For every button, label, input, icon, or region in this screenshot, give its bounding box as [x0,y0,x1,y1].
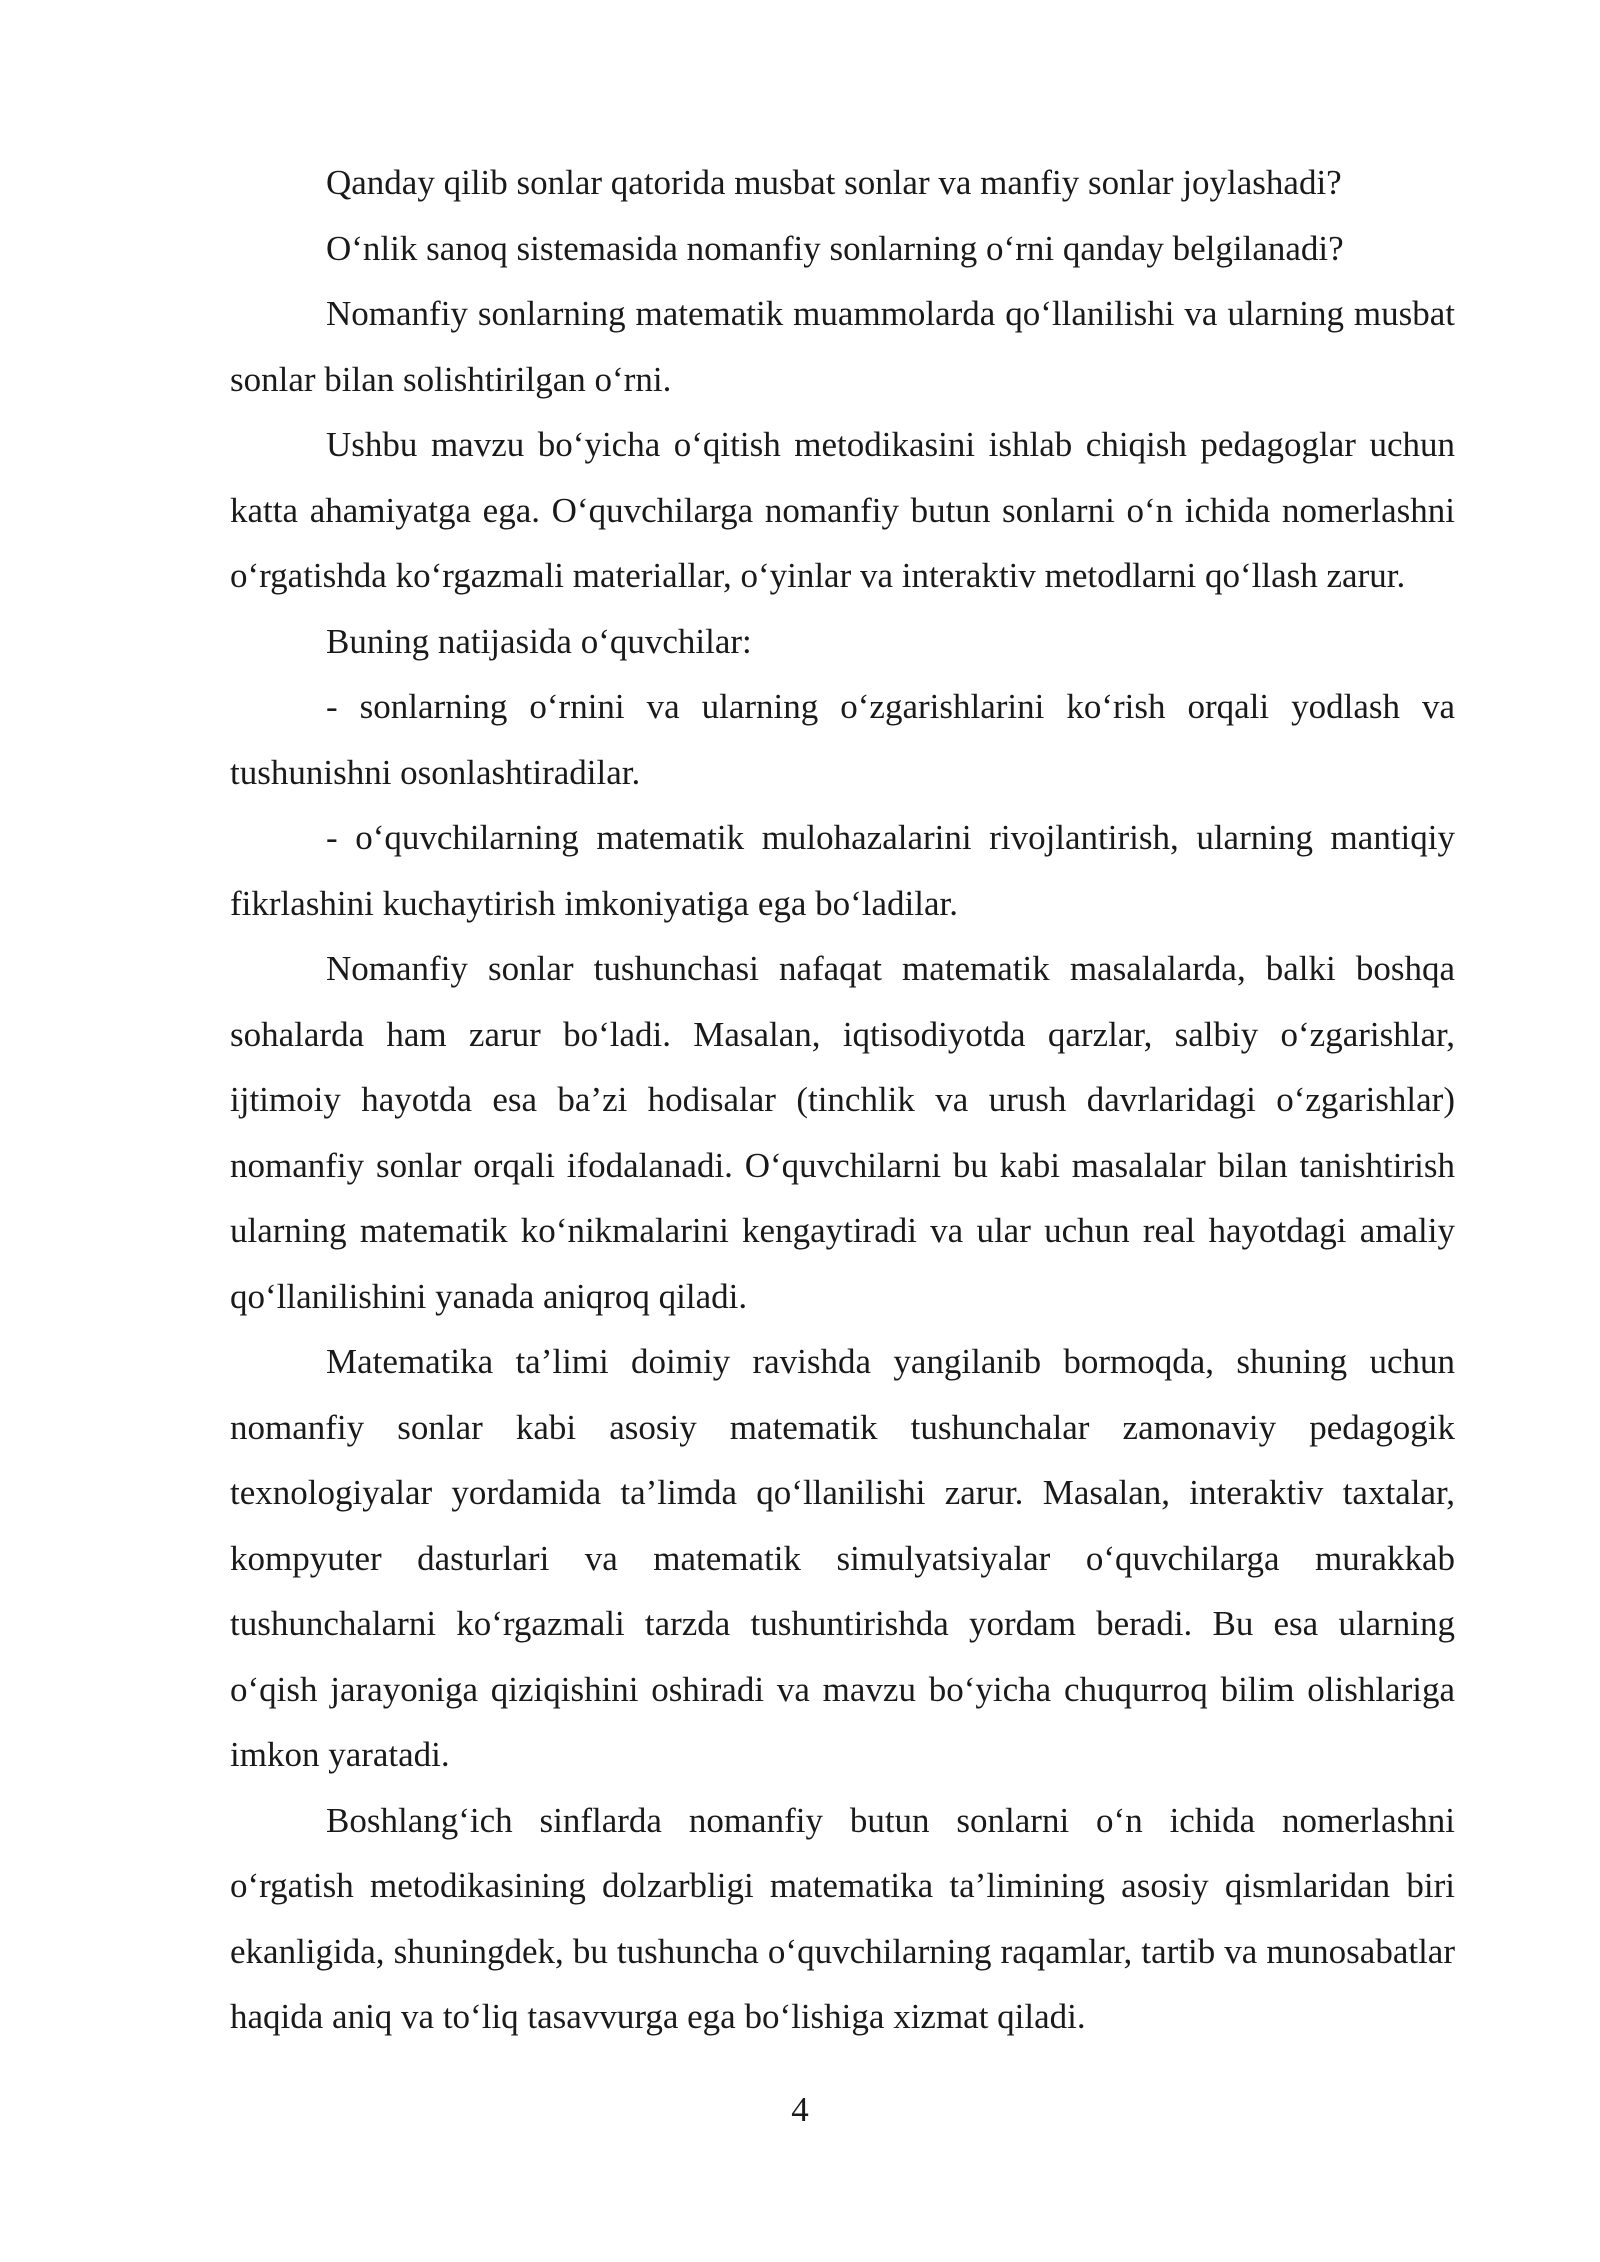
document-page-body [230,150,1455,2050]
page-number: 4 [791,2090,809,2129]
paragraph-nonnegative-application: Nomanfiy sonlarning matematik muammolarda qo‘llanilishi va ularning musbat sonlar bilan solishtirilgan o‘rni. [230,294,1455,399]
paragraph-relevance: Boshlang‘ich sinflarda nomanfiy butun sonlarni o‘n ichida nomerlashni o‘rgatish metodikasining dolzarbligi matematika ta’limining asosiy qismlaridan biri ekanligida, shuningdek, bu tushuncha o‘quvchilarning raqamlar, tartib va munosabatlar haqida aniq va to‘liq tasavvurga ega bo‘lishiga xizmat qiladi. [230,1800,1455,2036]
paragraph-result-item-2: - o‘quvchilarning matematik mulohazalarini rivojlantirish, ularning mantiqiy fikrlashini kuchaytirish imkoniyatiga ega bo‘ladilar. [230,818,1455,923]
paragraph-result-item-1: - sonlarning o‘rnini va ularning o‘zgarishlarini ko‘rish orqali yodlash va tushunishni osonlashtiradilar. [230,687,1455,792]
paragraph-question-decimal-system: O‘nlik sanoq sistemasida nomanfiy sonlarning o‘rni qanday belgilanadi? [326,228,1344,268]
paragraph-results-intro: Buning natijasida o‘quvchilar: [326,621,752,661]
paragraph-modern-technologies: Matematika ta’limi doimiy ravishda yangilanib bormoqda, shuning uchun nomanfiy sonlar kabi asosiy matematik tushunchalar zamonaviy pedagogik texnologiyalar yordamida ta’limda qo‘llanilishi zarur. Masalan, interaktiv taxtalar, kompyuter dasturlari va matematik simulyatsiyalar o‘quvchilarga murakkab tushunchalarni ko‘rgazmali tarzda tushuntirishda yordam beradi. Bu esa ularning o‘qish jarayoniga qiziqishini oshiradi va mavzu bo‘yicha chuqurroq bilim olishlariga imkon yaratadi. [230,1342,1455,1774]
paragraph-methodology-importance: Ushbu mavzu bo‘yicha o‘qitish metodikasini ishlab chiqish pedagoglar uchun katta ahamiyatga ega. O‘quvchilarga nomanfiy butun sonlarni o‘n ichida nomerlashni o‘rgatishda ko‘rgazmali materiallar, o‘yinlar va interaktiv metodlarni qo‘llash zarur. [230,425,1455,595]
paragraph-question-number-line: Qanday qilib sonlar qatorida musbat sonlar va manfiy sonlar joylashadi? [326,163,1342,202]
paragraph-other-fields: Nomanfiy sonlar tushunchasi nafaqat matematik masalalarda, balki boshqa sohalarda ham zarur bo‘ladi. Masalan, iqtisodiyotda qarzlar, salbiy o‘zgarishlar, ijtimoiy hayotda esa ba’zi hodisalar (tinchlik va urush davrlaridagi o‘zgarishlar) nomanfiy sonlar orqali ifodalanadi. O‘quvchilarni bu kabi masalalar bilan tanishtirish ularning matematik ko‘nikmalarini kengaytiradi va ular uchun real hayotdagi amaliy qo‘llanilishini yanada aniqroq qiladi. [230,949,1455,1316]
